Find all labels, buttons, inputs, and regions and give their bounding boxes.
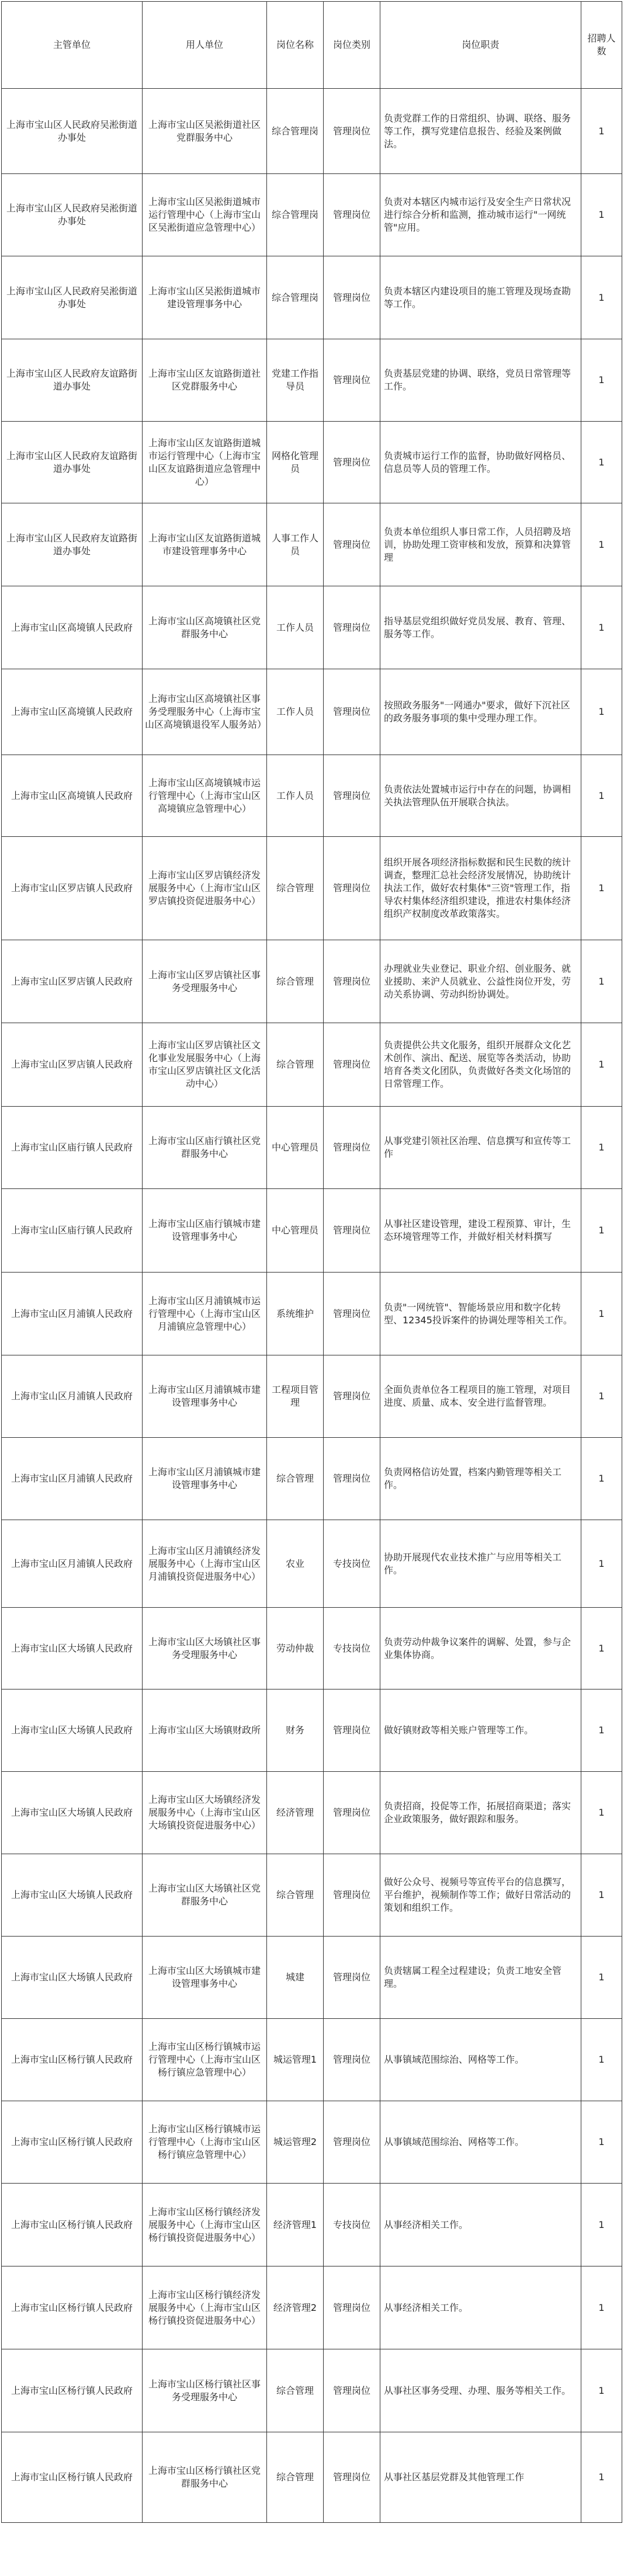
cell-org: 上海市宝山区杨行镇人民政府 xyxy=(2,2349,143,2432)
header-category: 岗位类别 xyxy=(324,2,380,89)
cell-post: 综合管理 xyxy=(267,837,324,940)
cell-org: 上海市宝山区月浦镇人民政府 xyxy=(2,1273,143,1355)
cell-employer: 上海市宝山区月浦镇城市运行管理中心（上海市宝山区月浦镇应急管理中心） xyxy=(143,1273,267,1355)
cell-org: 上海市宝山区大场镇人民政府 xyxy=(2,1772,143,1854)
cell-count: 1 xyxy=(581,1273,622,1355)
cell-employer: 上海市宝山区杨行镇经济发展服务中心（上海市宝山区杨行镇投资促进服务中心） xyxy=(143,2184,267,2266)
cell-category: 管理岗位 xyxy=(324,89,380,174)
cell-post: 城建 xyxy=(267,1937,324,2019)
cell-category: 管理岗位 xyxy=(324,1023,380,1107)
cell-employer: 上海市宝山区高境镇城市运行管理中心（上海市宝山区高境镇应急管理中心） xyxy=(143,755,267,837)
cell-org: 上海市宝山区大场镇人民政府 xyxy=(2,1854,143,1937)
cell-employer: 上海市宝山区大场镇财政所 xyxy=(143,1689,267,1772)
table-row xyxy=(2,1689,622,1772)
cell-count: 1 xyxy=(581,2101,622,2184)
cell-org: 上海市宝山区月浦镇人民政府 xyxy=(2,1520,143,1608)
cell-count: 1 xyxy=(581,1689,622,1772)
cell-duty: 负责网格信访处置，档案内勤管理等相关工作。 xyxy=(380,1438,581,1520)
table-row xyxy=(2,174,622,256)
cell-org: 上海市宝山区大场镇人民政府 xyxy=(2,1608,143,1689)
cell-org: 上海市宝山区人民政府友谊路街道办事处 xyxy=(2,422,143,503)
cell-employer: 上海市宝山区罗店镇社区文化事业发展服务中心（上海市宝山区罗店镇社区文化活动中心） xyxy=(143,1023,267,1107)
cell-employer: 上海市宝山区杨行镇城市运行管理中心（上海市宝山区杨行镇应急管理中心） xyxy=(143,2019,267,2101)
table-row xyxy=(2,1107,622,1189)
cell-count: 1 xyxy=(581,940,622,1023)
cell-duty: 负责提供公共文化服务，组织开展群众文化艺术创作、演出、配送、展览等各类活动，协助培育各类文化团队，负责做好各类文化场馆的日常管理工作。 xyxy=(380,1023,581,1107)
cell-org: 上海市宝山区大场镇人民政府 xyxy=(2,1937,143,2019)
cell-count: 1 xyxy=(581,1438,622,1520)
table-row xyxy=(2,837,622,940)
cell-post: 工作人员 xyxy=(267,755,324,837)
cell-category: 管理岗位 xyxy=(324,2101,380,2184)
cell-count: 1 xyxy=(581,2432,622,2523)
cell-duty: 从事镇域范围综治、网格等工作。 xyxy=(380,2019,581,2101)
cell-employer: 上海市宝山区高境镇社区党群服务中心 xyxy=(143,586,267,669)
cell-org: 上海市宝山区高境镇人民政府 xyxy=(2,669,143,755)
cell-post: 综合管理 xyxy=(267,2432,324,2523)
cell-org: 上海市宝山区杨行镇人民政府 xyxy=(2,2019,143,2101)
cell-employer: 上海市宝山区大场镇经济发展服务中心（上海市宝山区大场镇投资促进服务中心） xyxy=(143,1772,267,1854)
cell-duty: 负责辖属工程全过程建设；负责工地安全管理。 xyxy=(380,1937,581,2019)
cell-duty: 负责基层党建的协调、联络，党员日常管理等工作。 xyxy=(380,339,581,422)
table-row xyxy=(2,940,622,1023)
cell-org: 上海市宝山区月浦镇人民政府 xyxy=(2,1438,143,1520)
cell-post: 综合管理岗 xyxy=(267,256,324,339)
cell-post: 综合管理岗 xyxy=(267,89,324,174)
table-body xyxy=(2,89,622,2523)
cell-post: 综合管理 xyxy=(267,1023,324,1107)
cell-post: 中心管理员 xyxy=(267,1189,324,1273)
cell-duty: 组织开展各项经济指标数据和民生民数的统计调查，整理汇总社会经济发展情况，协助统计执法工作，做好农村集体"三资"管理工作，指导农村集体经济组织建设，推进农村集体经济组织产权制度改革政策落实。 xyxy=(380,837,581,940)
table-row xyxy=(2,89,622,174)
cell-org: 上海市宝山区罗店镇人民政府 xyxy=(2,1023,143,1107)
cell-org: 上海市宝山区大场镇人民政府 xyxy=(2,1689,143,1772)
cell-org: 上海市宝山区高境镇人民政府 xyxy=(2,586,143,669)
cell-post: 综合管理 xyxy=(267,1438,324,1520)
cell-post: 人事工作人员 xyxy=(267,503,324,586)
table-row xyxy=(2,1520,622,1608)
cell-duty: 从事经济相关工作。 xyxy=(380,2184,581,2266)
cell-category: 管理岗位 xyxy=(324,422,380,503)
cell-count: 1 xyxy=(581,1107,622,1189)
table-row xyxy=(2,2432,622,2523)
table-row xyxy=(2,586,622,669)
cell-category: 管理岗位 xyxy=(324,1937,380,2019)
cell-duty: 协助开展现代农业技术推广与应用等相关工作。 xyxy=(380,1520,581,1608)
cell-count: 1 xyxy=(581,174,622,256)
cell-category: 管理岗位 xyxy=(324,2019,380,2101)
cell-duty: 从事社区事务受理、办理、服务等相关工作。 xyxy=(380,2349,581,2432)
table-row xyxy=(2,2266,622,2349)
cell-post: 城运管理1 xyxy=(267,2019,324,2101)
cell-duty: 负责"一网统管"、智能场景应用和数字化转型、12345投诉案件的协调处理等相关工作。 xyxy=(380,1273,581,1355)
cell-employer: 上海市宝山区友谊路街道城市建设管理事务中心 xyxy=(143,503,267,586)
cell-count: 1 xyxy=(581,1854,622,1937)
cell-count: 1 xyxy=(581,89,622,174)
cell-category: 管理岗位 xyxy=(324,1273,380,1355)
cell-category: 管理岗位 xyxy=(324,1772,380,1854)
cell-employer: 上海市宝山区大场镇社区事务受理服务中心 xyxy=(143,1608,267,1689)
cell-count: 1 xyxy=(581,2349,622,2432)
cell-post: 工作人员 xyxy=(267,669,324,755)
cell-employer: 上海市宝山区吴淞街道社区党群服务中心 xyxy=(143,89,267,174)
cell-duty: 负责本辖区内建设项目的施工管理及现场查勘等工作。 xyxy=(380,256,581,339)
cell-category: 管理岗位 xyxy=(324,1438,380,1520)
cell-count: 1 xyxy=(581,1023,622,1107)
cell-org: 上海市宝山区杨行镇人民政府 xyxy=(2,2101,143,2184)
cell-duty: 做好镇财政等相关账户管理等工作。 xyxy=(380,1689,581,1772)
cell-category: 管理岗位 xyxy=(324,2266,380,2349)
cell-post: 网格化管理员 xyxy=(267,422,324,503)
cell-duty: 负责招商，投促等工作，拓展招商渠道；落实企业政策服务，做好跟踪和服务。 xyxy=(380,1772,581,1854)
cell-duty: 负责对本辖区内城市运行及安全生产日常状况进行综合分析和监测，推动城市运行"一网统管"应用。 xyxy=(380,174,581,256)
cell-post: 经济管理2 xyxy=(267,2266,324,2349)
table-row xyxy=(2,1854,622,1937)
cell-category: 管理岗位 xyxy=(324,2432,380,2523)
recruitment-table xyxy=(1,1,622,2523)
cell-category: 管理岗位 xyxy=(324,586,380,669)
cell-category: 管理岗位 xyxy=(324,669,380,755)
cell-duty: 从事社区建设管理，建设工程预算、审计，生态环境管理等工作，并做好相关材料撰写 xyxy=(380,1189,581,1273)
cell-count: 1 xyxy=(581,1608,622,1689)
cell-category: 专技岗位 xyxy=(324,1608,380,1689)
cell-duty: 从事社区基层党群及其他管理工作 xyxy=(380,2432,581,2523)
cell-duty: 指导基层党组织做好党员发展、教育、管理、服务等工作。 xyxy=(380,586,581,669)
cell-employer: 上海市宝山区庙行镇社区党群服务中心 xyxy=(143,1107,267,1189)
cell-duty: 从事经济相关工作。 xyxy=(380,2266,581,2349)
cell-count: 1 xyxy=(581,755,622,837)
cell-duty: 负责城市运行工作的监督，协助做好网格员、信息员等人员的管理工作。 xyxy=(380,422,581,503)
cell-count: 1 xyxy=(581,2019,622,2101)
cell-org: 上海市宝山区人民政府友谊路街道办事处 xyxy=(2,339,143,422)
cell-count: 1 xyxy=(581,2266,622,2349)
cell-post: 劳动仲裁 xyxy=(267,1608,324,1689)
cell-post: 财务 xyxy=(267,1689,324,1772)
header-row xyxy=(2,2,622,89)
table-row xyxy=(2,1937,622,2019)
cell-category: 管理岗位 xyxy=(324,256,380,339)
table-row xyxy=(2,1023,622,1107)
cell-post: 综合管理 xyxy=(267,2349,324,2432)
cell-category: 管理岗位 xyxy=(324,503,380,586)
cell-employer: 上海市宝山区月浦镇经济发展服务中心（上海市宝山区月浦镇投资促进服务中心） xyxy=(143,1520,267,1608)
table-row xyxy=(2,2349,622,2432)
table-row xyxy=(2,1772,622,1854)
cell-employer: 上海市宝山区大场镇社区党群服务中心 xyxy=(143,1854,267,1937)
header-org: 主管单位 xyxy=(2,2,143,89)
cell-org: 上海市宝山区人民政府吴淞街道办事处 xyxy=(2,256,143,339)
cell-org: 上海市宝山区杨行镇人民政府 xyxy=(2,2432,143,2523)
header-employer: 用人单位 xyxy=(143,2,267,89)
cell-duty: 办理就业失业登记、职业介绍、创业服务、就业援助、来沪人员就业、公益性岗位开发，劳动关系协调、劳动纠纷协调处。 xyxy=(380,940,581,1023)
cell-count: 1 xyxy=(581,1355,622,1438)
cell-category: 管理岗位 xyxy=(324,755,380,837)
cell-count: 1 xyxy=(581,1189,622,1273)
table-row xyxy=(2,2101,622,2184)
cell-employer: 上海市宝山区友谊路街道社区党群服务中心 xyxy=(143,339,267,422)
header-duty: 岗位职责 xyxy=(380,2,581,89)
cell-post: 经济管理 xyxy=(267,1772,324,1854)
cell-employer: 上海市宝山区友谊路街道城市运行管理中心（上海市宝山区友谊路街道应急管理中心） xyxy=(143,422,267,503)
cell-employer: 上海市宝山区月浦镇城市建设管理事务中心 xyxy=(143,1438,267,1520)
cell-count: 1 xyxy=(581,1772,622,1854)
cell-org: 上海市宝山区杨行镇人民政府 xyxy=(2,2266,143,2349)
cell-count: 1 xyxy=(581,1937,622,2019)
cell-category: 管理岗位 xyxy=(324,1854,380,1937)
cell-employer: 上海市宝山区杨行镇经济发展服务中心（上海市宝山区杨行镇投资促进服务中心） xyxy=(143,2266,267,2349)
cell-duty: 从事镇域范围综治、网格等工作。 xyxy=(380,2101,581,2184)
cell-post: 综合管理 xyxy=(267,940,324,1023)
cell-category: 管理岗位 xyxy=(324,1189,380,1273)
table-row xyxy=(2,669,622,755)
cell-count: 1 xyxy=(581,669,622,755)
cell-category: 管理岗位 xyxy=(324,940,380,1023)
cell-org: 上海市宝山区庙行镇人民政府 xyxy=(2,1189,143,1273)
cell-duty: 负责党群工作的日常组织、协调、联络、服务等工作，撰写党建信息报告、经验及案例做法。 xyxy=(380,89,581,174)
cell-employer: 上海市宝山区杨行镇城市运行管理中心（上海市宝山区杨行镇应急管理中心） xyxy=(143,2101,267,2184)
cell-employer: 上海市宝山区高境镇社区事务受理服务中心（上海市宝山区高境镇退役军人服务站） xyxy=(143,669,267,755)
header-count: 招聘人数 xyxy=(581,2,622,89)
cell-duty: 负责依法处置城市运行中存在的问题，协调相关执法管理队伍开展联合执法。 xyxy=(380,755,581,837)
cell-duty: 从事党建引领社区治理、信息撰写和宣传等工作 xyxy=(380,1107,581,1189)
cell-org: 上海市宝山区庙行镇人民政府 xyxy=(2,1107,143,1189)
cell-category: 专技岗位 xyxy=(324,2184,380,2266)
cell-post: 工程项目管理 xyxy=(267,1355,324,1438)
cell-count: 1 xyxy=(581,339,622,422)
cell-count: 1 xyxy=(581,256,622,339)
cell-post: 农业 xyxy=(267,1520,324,1608)
table-row xyxy=(2,422,622,503)
cell-post: 党建工作指导员 xyxy=(267,339,324,422)
cell-category: 管理岗位 xyxy=(324,2349,380,2432)
cell-count: 1 xyxy=(581,1520,622,1608)
cell-org: 上海市宝山区月浦镇人民政府 xyxy=(2,1355,143,1438)
table-row xyxy=(2,339,622,422)
cell-duty: 按照政务服务"一网通办"要求，做好下沉社区的政务服务事项的集中受理办理工作。 xyxy=(380,669,581,755)
cell-employer: 上海市宝山区庙行镇城市建设管理事务中心 xyxy=(143,1189,267,1273)
cell-post: 经济管理1 xyxy=(267,2184,324,2266)
cell-org: 上海市宝山区罗店镇人民政府 xyxy=(2,940,143,1023)
cell-org: 上海市宝山区人民政府吴淞街道办事处 xyxy=(2,174,143,256)
cell-employer: 上海市宝山区杨行镇社区事务受理服务中心 xyxy=(143,2349,267,2432)
cell-employer: 上海市宝山区罗店镇社区事务受理服务中心 xyxy=(143,940,267,1023)
table-row xyxy=(2,503,622,586)
table-row xyxy=(2,1189,622,1273)
cell-post: 工作人员 xyxy=(267,586,324,669)
table-row xyxy=(2,755,622,837)
table-row xyxy=(2,256,622,339)
cell-count: 1 xyxy=(581,503,622,586)
cell-post: 中心管理员 xyxy=(267,1107,324,1189)
cell-category: 管理岗位 xyxy=(324,1355,380,1438)
cell-employer: 上海市宝山区吴淞街道城市建设管理事务中心 xyxy=(143,256,267,339)
table-row xyxy=(2,2019,622,2101)
cell-category: 管理岗位 xyxy=(324,1689,380,1772)
cell-duty: 负责本单位组织人事日常工作，人员招聘及培训，协助处理工资审核和发放，预算和决算管理 xyxy=(380,503,581,586)
table-row xyxy=(2,1438,622,1520)
cell-org: 上海市宝山区人民政府吴淞街道办事处 xyxy=(2,89,143,174)
cell-duty: 全面负责单位各工程项目的施工管理，对项目进度、质量、成本、安全进行监督管理。 xyxy=(380,1355,581,1438)
cell-employer: 上海市宝山区月浦镇城市建设管理事务中心 xyxy=(143,1355,267,1438)
cell-org: 上海市宝山区高境镇人民政府 xyxy=(2,755,143,837)
cell-org: 上海市宝山区罗店镇人民政府 xyxy=(2,837,143,940)
cell-category: 管理岗位 xyxy=(324,339,380,422)
cell-duty: 做好公众号、视频号等宣传平台的信息撰写，平台维护，视频制作等工作；做好日常活动的策划和组织工作。 xyxy=(380,1854,581,1937)
header-post: 岗位名称 xyxy=(267,2,324,89)
table-row xyxy=(2,1608,622,1689)
cell-count: 1 xyxy=(581,586,622,669)
cell-count: 1 xyxy=(581,837,622,940)
cell-employer: 上海市宝山区杨行镇社区党群服务中心 xyxy=(143,2432,267,2523)
cell-category: 管理岗位 xyxy=(324,837,380,940)
cell-count: 1 xyxy=(581,422,622,503)
cell-count: 1 xyxy=(581,2184,622,2266)
table-row xyxy=(2,1273,622,1355)
table-row xyxy=(2,2184,622,2266)
cell-post: 系统维护 xyxy=(267,1273,324,1355)
cell-employer: 上海市宝山区吴淞街道城市运行管理中心（上海市宝山区吴淞街道应急管理中心） xyxy=(143,174,267,256)
cell-category: 管理岗位 xyxy=(324,174,380,256)
cell-org: 上海市宝山区杨行镇人民政府 xyxy=(2,2184,143,2266)
cell-post: 城运管理2 xyxy=(267,2101,324,2184)
cell-employer: 上海市宝山区罗店镇经济发展服务中心（上海市宝山区罗店镇投资促进服务中心） xyxy=(143,837,267,940)
cell-category: 管理岗位 xyxy=(324,1107,380,1189)
cell-employer: 上海市宝山区大场镇城市建设管理事务中心 xyxy=(143,1937,267,2019)
cell-post: 综合管理 xyxy=(267,1854,324,1937)
cell-category: 专技岗位 xyxy=(324,1520,380,1608)
table-row xyxy=(2,1355,622,1438)
cell-org: 上海市宝山区人民政府友谊路街道办事处 xyxy=(2,503,143,586)
cell-duty: 负责劳动仲裁争议案件的调解、处置，参与企业集体协商。 xyxy=(380,1608,581,1689)
cell-post: 综合管理岗 xyxy=(267,174,324,256)
